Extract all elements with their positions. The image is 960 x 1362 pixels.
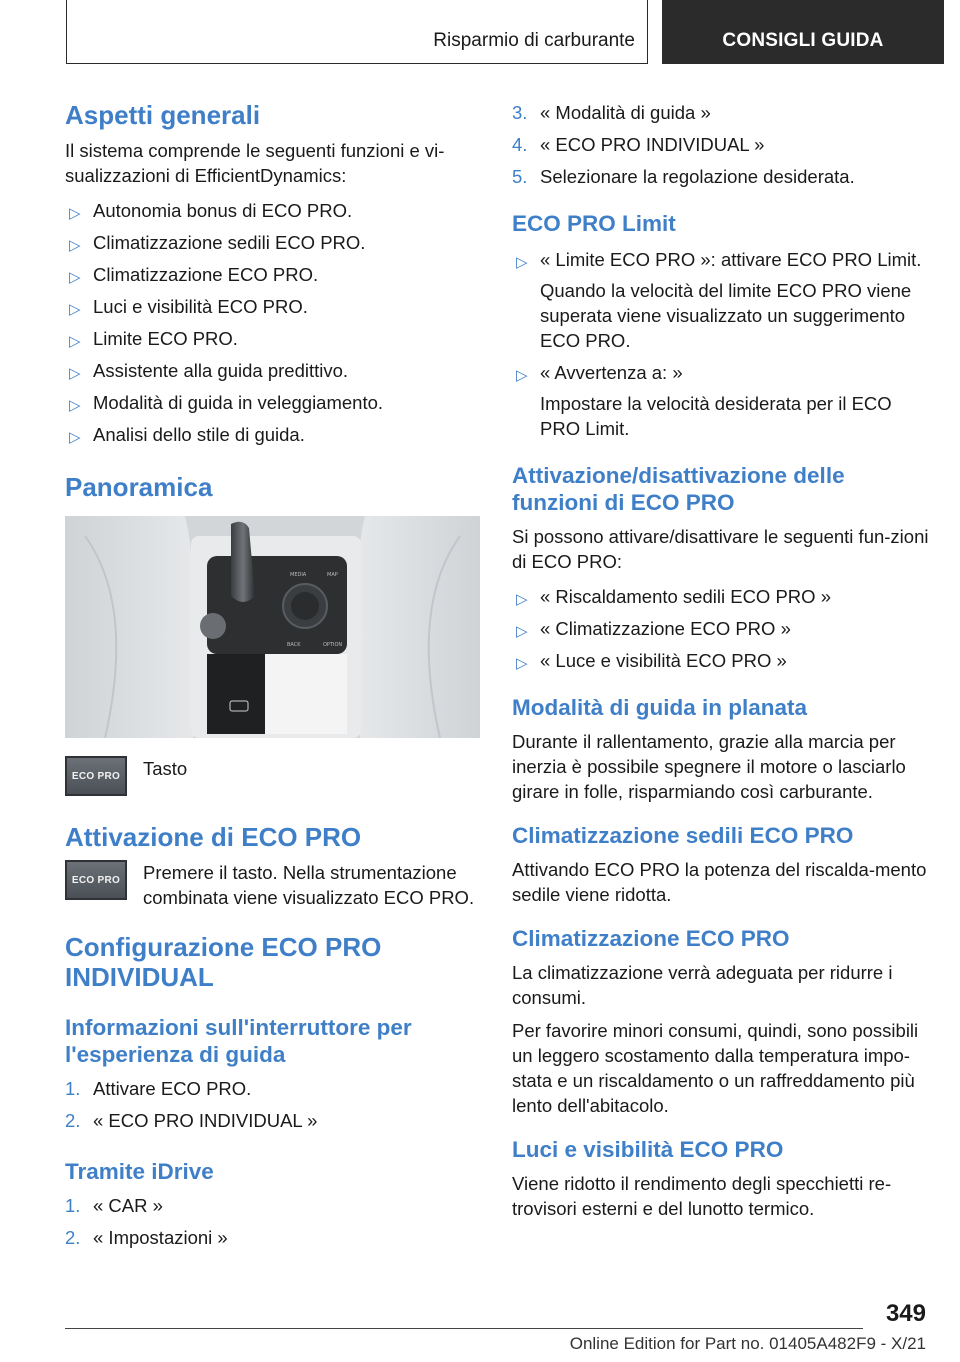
list-item: 1. « CAR » (65, 1195, 163, 1216)
center-console-photo (65, 516, 480, 738)
panoramica-title: Panoramica (65, 472, 213, 502)
planata-text: Durante il rallentamento, grazie alla marcia per inerzia è possibile spegnere il motore o lasciarlo girare in folle, risparmiando così carburante. (512, 731, 906, 802)
sedili-title: Climatizzazione sedili ECO PRO (512, 823, 854, 848)
footer-edition: Online Edition for Part no. 01405A482F9 - X/21 (569, 1334, 926, 1353)
eco-pro-button-icon: ECO PRO (65, 756, 127, 796)
triangle-right-icon: ▷ (69, 301, 81, 318)
list-item: ▷ « Riscaldamento sedili ECO PRO » (512, 584, 932, 609)
planata-title: Modalità di guida in planata (512, 695, 808, 720)
header-chapter-title: CONSIGLI GUIDA (722, 30, 884, 51)
list-item: ▷ « Avvertenza a: » Impostare la velocità desiderata per il ECO PRO Limit. (516, 362, 892, 439)
list-item: ▷ Modalità di guida in veleggiamento. (65, 390, 480, 415)
idrive-steps-continued (512, 100, 932, 189)
list-item: ▷ Limite ECO PRO. (65, 326, 480, 351)
funzioni-intro: Si possono attivare/disattivare le seguenti fun-zioni di ECO PRO: (512, 526, 929, 572)
list-item: ▷ Autonomia bonus di ECO PRO. (65, 198, 480, 223)
idrive-title: Tramite iDrive (65, 1159, 214, 1184)
clima-text-2: Per favorire minori consumi, quindi, sono possibili un leggero scostamento dalla temperatura impo-stata e un riscaldamento o un raffreddamento più lento dell'abitacolo. (512, 1020, 919, 1116)
aspetti-list (65, 198, 480, 447)
sedili-text: Attivando ECO PRO la potenza del riscalda-mento sedile viene ridotta. (512, 859, 927, 905)
luci-title: Luci e visibilità ECO PRO (512, 1137, 784, 1162)
footer-divider (65, 1328, 863, 1329)
svg-text:BACK: BACK (287, 642, 301, 648)
list-item: 4. « ECO PRO INDIVIDUAL » (512, 134, 765, 155)
triangle-right-icon: ▷ (516, 591, 528, 608)
attivazione-text: Premere il tasto. Nella strumentazione combinata viene visualizzato ECO PRO. (143, 862, 475, 908)
attivazione-title: Attivazione di ECO PRO (65, 822, 362, 852)
list-item: 5. Selezionare la regolazione desiderata. (512, 166, 855, 187)
triangle-right-icon: ▷ (516, 655, 528, 672)
luci-text: Viene ridotto il rendimento degli specchietti re-trovisori esterni e del lunotto termico. (512, 1173, 892, 1219)
limit-list (512, 247, 932, 441)
list-item: ▷ Assistente alla guida predittivo. (65, 358, 480, 383)
triangle-right-icon: ▷ (69, 205, 81, 222)
idrive-steps (65, 1193, 480, 1250)
header-chapter-box (662, 0, 944, 64)
triangle-right-icon: ▷ (516, 367, 528, 384)
triangle-right-icon: ▷ (69, 365, 81, 382)
triangle-right-icon: ▷ (69, 429, 81, 446)
list-item: ▷ Luci e visibilità ECO PRO. (65, 294, 480, 319)
triangle-right-icon: ▷ (69, 333, 81, 350)
triangle-right-icon: ▷ (69, 397, 81, 414)
header-section-box (66, 0, 648, 64)
header-section-title: Risparmio di carburante (433, 30, 635, 51)
clima-text-1: La climatizzazione verrà adeguata per ridurre i consumi. (512, 962, 893, 1008)
info-steps (65, 1076, 480, 1133)
list-item: ▷ Analisi dello stile di guida. (65, 422, 480, 447)
list-item: ▷ « Limite ECO PRO »: attivare ECO PRO Limit. Quando la velocità del limite ECO PRO viene superata viene visualizzato un suggerimento ECO PRO. (516, 249, 922, 351)
svg-text:OPTION: OPTION (323, 642, 343, 648)
funzioni-title: Attivazione/disattivazione delle funzioni di ECO PRO (512, 463, 845, 515)
triangle-right-icon: ▷ (516, 254, 528, 271)
list-item: 2. « ECO PRO INDIVIDUAL » (65, 1110, 318, 1131)
list-item: ▷ Climatizzazione ECO PRO. (65, 262, 480, 287)
svg-text:MAP: MAP (327, 572, 338, 578)
triangle-right-icon: ▷ (69, 237, 81, 254)
clima-title: Climatizzazione ECO PRO (512, 926, 790, 951)
funzioni-list (512, 584, 932, 673)
triangle-right-icon: ▷ (516, 623, 528, 640)
aspetti-intro: Il sistema comprende le seguenti funzioni e vi-sualizzazioni di EfficientDynamics: (65, 140, 445, 186)
right-column (512, 100, 932, 1221)
tasto-caption: Tasto (143, 758, 188, 779)
limit-title: ECO PRO Limit (512, 211, 676, 236)
info-title: Informazioni sull'interruttore per l'esperienza di guida (65, 1015, 412, 1067)
list-item: 3. « Modalità di guida » (512, 102, 711, 123)
list-item: 1. Attivare ECO PRO. (65, 1078, 252, 1099)
list-item: ▷ « Luce e visibilità ECO PRO » (512, 648, 932, 673)
page-number: 349 (885, 1300, 926, 1327)
left-column (65, 100, 480, 1257)
aspetti-title: Aspetti generali (65, 100, 261, 130)
list-item: ▷ Climatizzazione sedili ECO PRO. (65, 230, 480, 255)
eco-pro-button-row (65, 756, 480, 800)
list-item: ▷ « Climatizzazione ECO PRO » (512, 616, 932, 641)
eco-pro-activation-row (65, 860, 480, 910)
svg-text:MEDIA: MEDIA (290, 572, 307, 578)
eco-pro-button-icon: ECO PRO (65, 860, 127, 900)
config-title: Configurazione ECO PRO INDIVIDUAL (65, 932, 382, 992)
triangle-right-icon: ▷ (69, 269, 81, 286)
list-item: 2. « Impostazioni » (65, 1227, 228, 1248)
